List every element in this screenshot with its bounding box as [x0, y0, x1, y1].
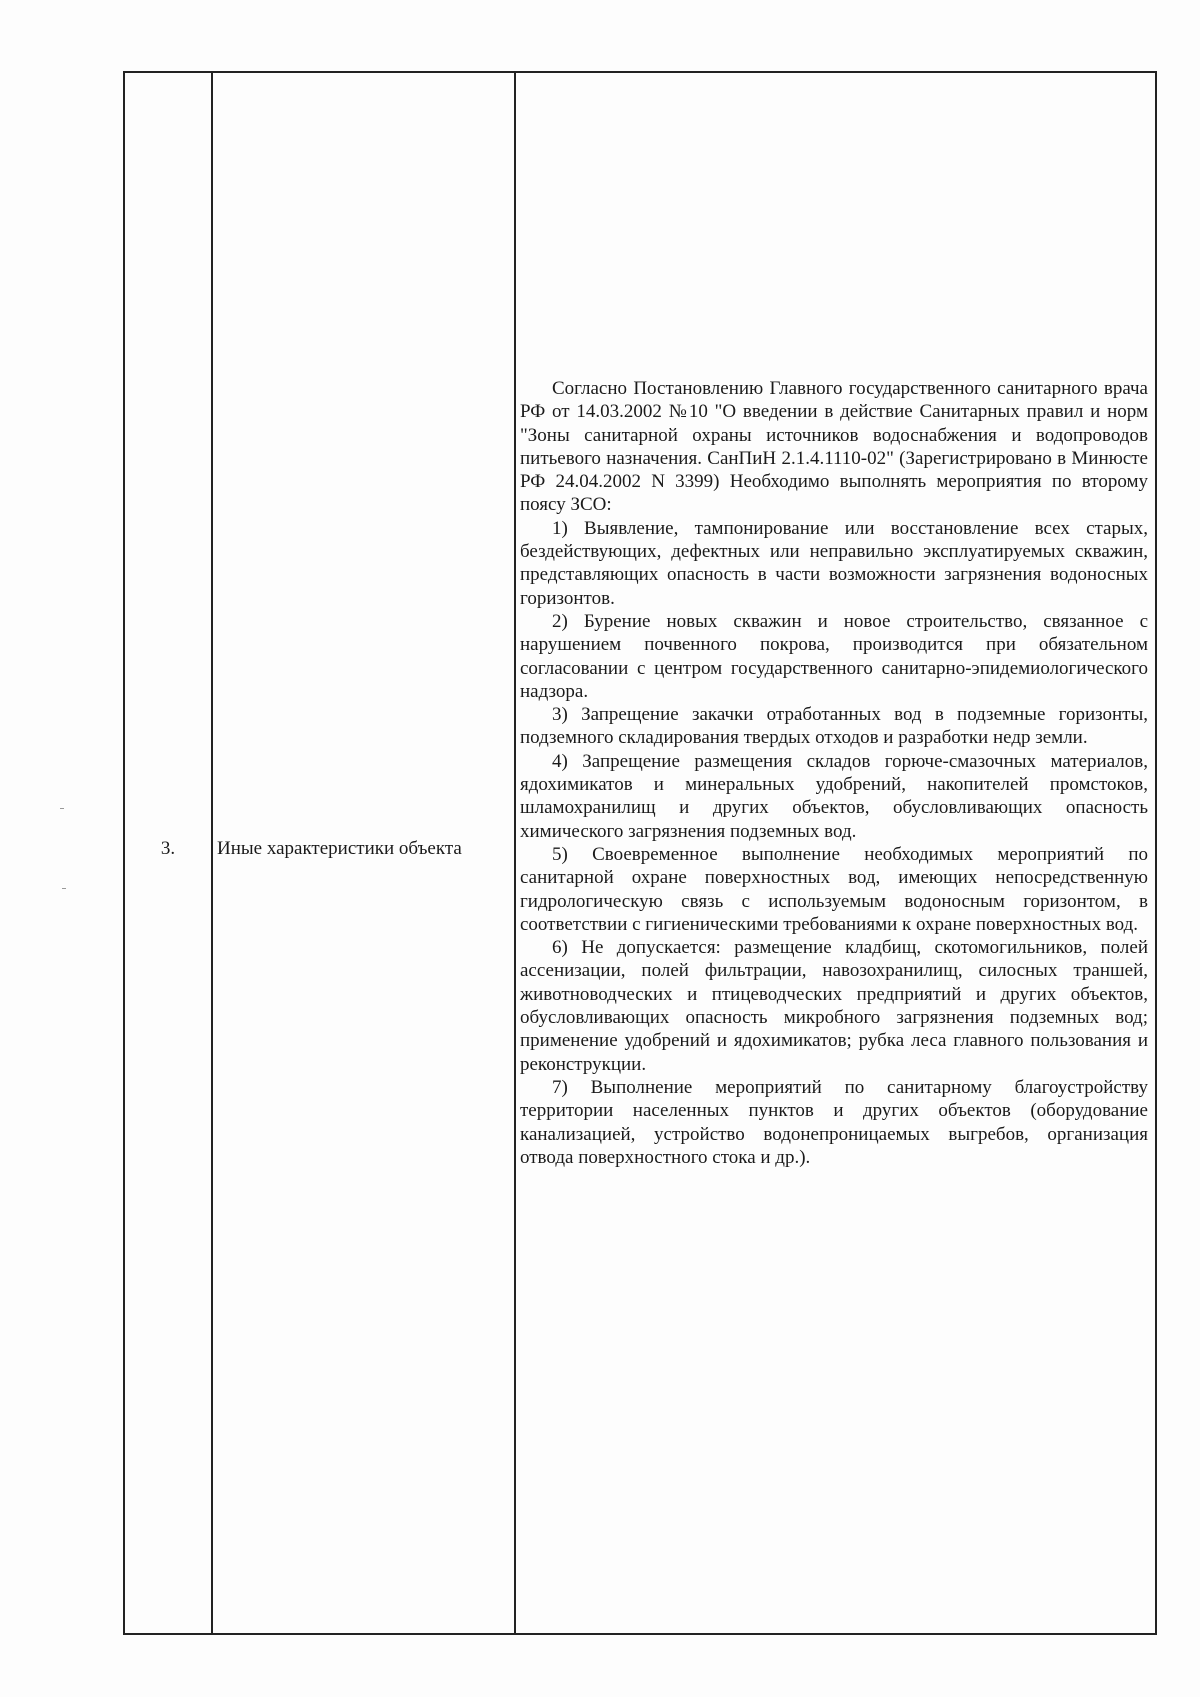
column-divider	[211, 73, 213, 1633]
row-number: 3.	[160, 838, 176, 859]
row-description	[520, 377, 1148, 1169]
paragraph-item-6: 6) Не допускается: размещение кладбищ, скотомогильников, полей ассенизации, полей фильтрации, навозохранилищ, силосных траншей, животноводческих и птицеводческих предприятий и других объектов, обусловливающих опасность микробного загрязнения подземных вод; применение удобрений и ядохимикатов; рубка леса главного пользования и реконструкции.	[520, 937, 1148, 1075]
row-label: Иные характеристики объекта	[217, 838, 462, 859]
paragraph-item-2: 2) Бурение новых скважин и новое строительство, связанное с нарушением почвенного покрова, производится при обязательном согласовании с центром государственного санитарно-эпидемиологического надзора.	[520, 610, 1148, 702]
paragraph-item-7: 7) Выполнение мероприятий по санитарному благоустройству территории населенных пунктов и других объектов (оборудование канализацией, устройство водонепроницаемых выгребов, организация отвода поверхностного стока и др.).	[520, 1076, 1148, 1168]
scan-mark	[62, 888, 66, 889]
paragraph-intro: Согласно Постановлению Главного государственного санитарного врача РФ от 14.03.2002 №10 "О введении в действие Санитарных правил и норм "Зоны санитарной охраны источников водоснабжения и водопроводов питьевого назначения. СанПиН 2.1.4.1110-02" (Зарегистрировано в Минюсте РФ 24.04.2002 N 3399) Необходимо выполнять мероприятия по второму поясу ЗСО:	[520, 378, 1148, 516]
paragraph-item-3: 3) Запрещение закачки отработанных вод в подземные горизонты, подземного складирования твердых отходов и разработки недр земли.	[520, 704, 1148, 749]
paragraph-item-5: 5) Своевременное выполнение необходимых мероприятий по санитарной охране поверхностных вод, имеющих непосредственную гидрологическую связь с используемым водоносным горизонтом, в соответствии с гигиеническими требованиями к охране поверхностных вод.	[520, 843, 1148, 935]
paragraph-item-1: 1) Выявление, тампонирование или восстановление всех старых, бездействующих, дефектных или неправильно эксплуатируемых скважин, представляющих опасность в части возможности загрязнения водоносных горизонтов.	[520, 517, 1148, 609]
scan-mark	[60, 808, 64, 809]
column-divider	[514, 73, 516, 1633]
characteristics-table	[123, 71, 1157, 1635]
paragraph-item-4: 4) Запрещение размещения складов горюче-смазочных материалов, ядохимикатов и минеральных удобрений, накопителей промстоков, шламохранилищ и других объектов, обусловливающих опасность химического загрязнения подземных вод.	[520, 750, 1148, 842]
